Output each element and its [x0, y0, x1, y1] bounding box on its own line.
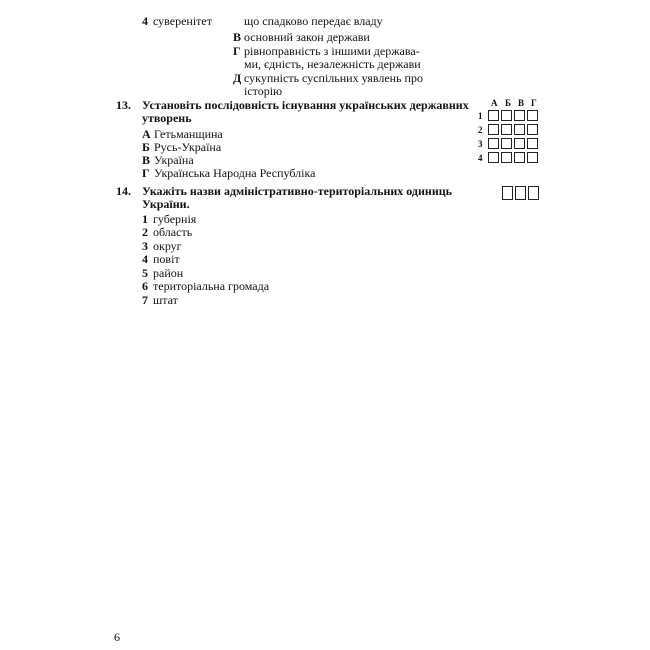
answer-cell[interactable] [527, 124, 538, 135]
grid-row-label: 1 [478, 111, 483, 121]
option-text: штат [153, 293, 178, 307]
answer-box[interactable] [502, 186, 513, 200]
answer-box[interactable] [515, 186, 526, 200]
question-13-text: Установіть послідовність існування українських державних [142, 98, 469, 112]
answer-cell[interactable] [501, 138, 512, 149]
grid-row-label: 4 [478, 153, 483, 163]
option-text: Гетьманщина [154, 127, 223, 141]
grid-col-label: А [491, 98, 498, 108]
option-text: територіальна громада [153, 279, 270, 293]
option-line: що спадково передає владу [244, 14, 383, 28]
answer-cell[interactable] [527, 152, 538, 163]
option-text: округ [153, 239, 182, 253]
answer-cell[interactable] [527, 138, 538, 149]
option-number: 4 [142, 252, 148, 266]
option-letter: А [142, 127, 151, 141]
option-line: основний закон держави [244, 30, 370, 44]
option-text: повіт [153, 252, 180, 266]
answer-cell[interactable] [488, 138, 499, 149]
option-line: сукупність суспільних уявлень про [244, 71, 423, 85]
answer-cell[interactable] [527, 110, 538, 121]
option-line: рівноправність з іншими держава- [244, 44, 420, 58]
option-text: район [153, 266, 184, 280]
option-number: 3 [142, 239, 148, 253]
grid-row-label: 3 [478, 139, 483, 149]
option-letter: Г [233, 44, 241, 58]
question-14-text: України. [142, 197, 190, 211]
option-number: 1 [142, 212, 148, 226]
option-letter: Б [142, 140, 150, 154]
option-number: 7 [142, 293, 148, 307]
answer-cell[interactable] [488, 124, 499, 135]
answer-box[interactable] [528, 186, 539, 200]
option-line: історію [244, 84, 283, 98]
question-13-text: утворень [142, 111, 192, 125]
grid-col-label: Б [505, 98, 511, 108]
page-number: 6 [114, 630, 120, 644]
option-line: ми, єдність, незалежність держави [244, 57, 421, 71]
option-text: область [153, 225, 193, 239]
grid-row-label: 2 [478, 125, 483, 135]
answer-cell[interactable] [501, 124, 512, 135]
option-letter: Г [142, 166, 150, 180]
answer-cell[interactable] [514, 110, 525, 121]
option-text: Україна [154, 153, 194, 167]
top-item-number: 4 [142, 14, 148, 28]
grid-col-label: Г [531, 98, 537, 108]
answer-cell[interactable] [501, 110, 512, 121]
answer-cell[interactable] [488, 110, 499, 121]
option-number: 2 [142, 225, 148, 239]
top-item-label: суверенітет [153, 14, 212, 28]
option-number: 5 [142, 266, 148, 280]
answer-cell[interactable] [514, 138, 525, 149]
answer-cell[interactable] [514, 152, 525, 163]
option-text: Русь-Україна [154, 140, 222, 154]
option-text: губернія [153, 212, 197, 226]
answer-cell[interactable] [501, 152, 512, 163]
option-letter: В [233, 30, 242, 44]
option-letter: Д [233, 71, 242, 85]
question-13-number: 13. [116, 98, 131, 112]
question-14-number: 14. [116, 184, 131, 198]
option-number: 6 [142, 279, 148, 293]
option-text: Українська Народна Республіка [154, 166, 316, 180]
answer-cell[interactable] [488, 152, 499, 163]
grid-col-label: В [518, 98, 525, 108]
question-14-text: Укажіть назви адміністративно-територіальних одиниць [142, 184, 453, 198]
answer-cell[interactable] [514, 124, 525, 135]
option-letter: В [142, 153, 151, 167]
